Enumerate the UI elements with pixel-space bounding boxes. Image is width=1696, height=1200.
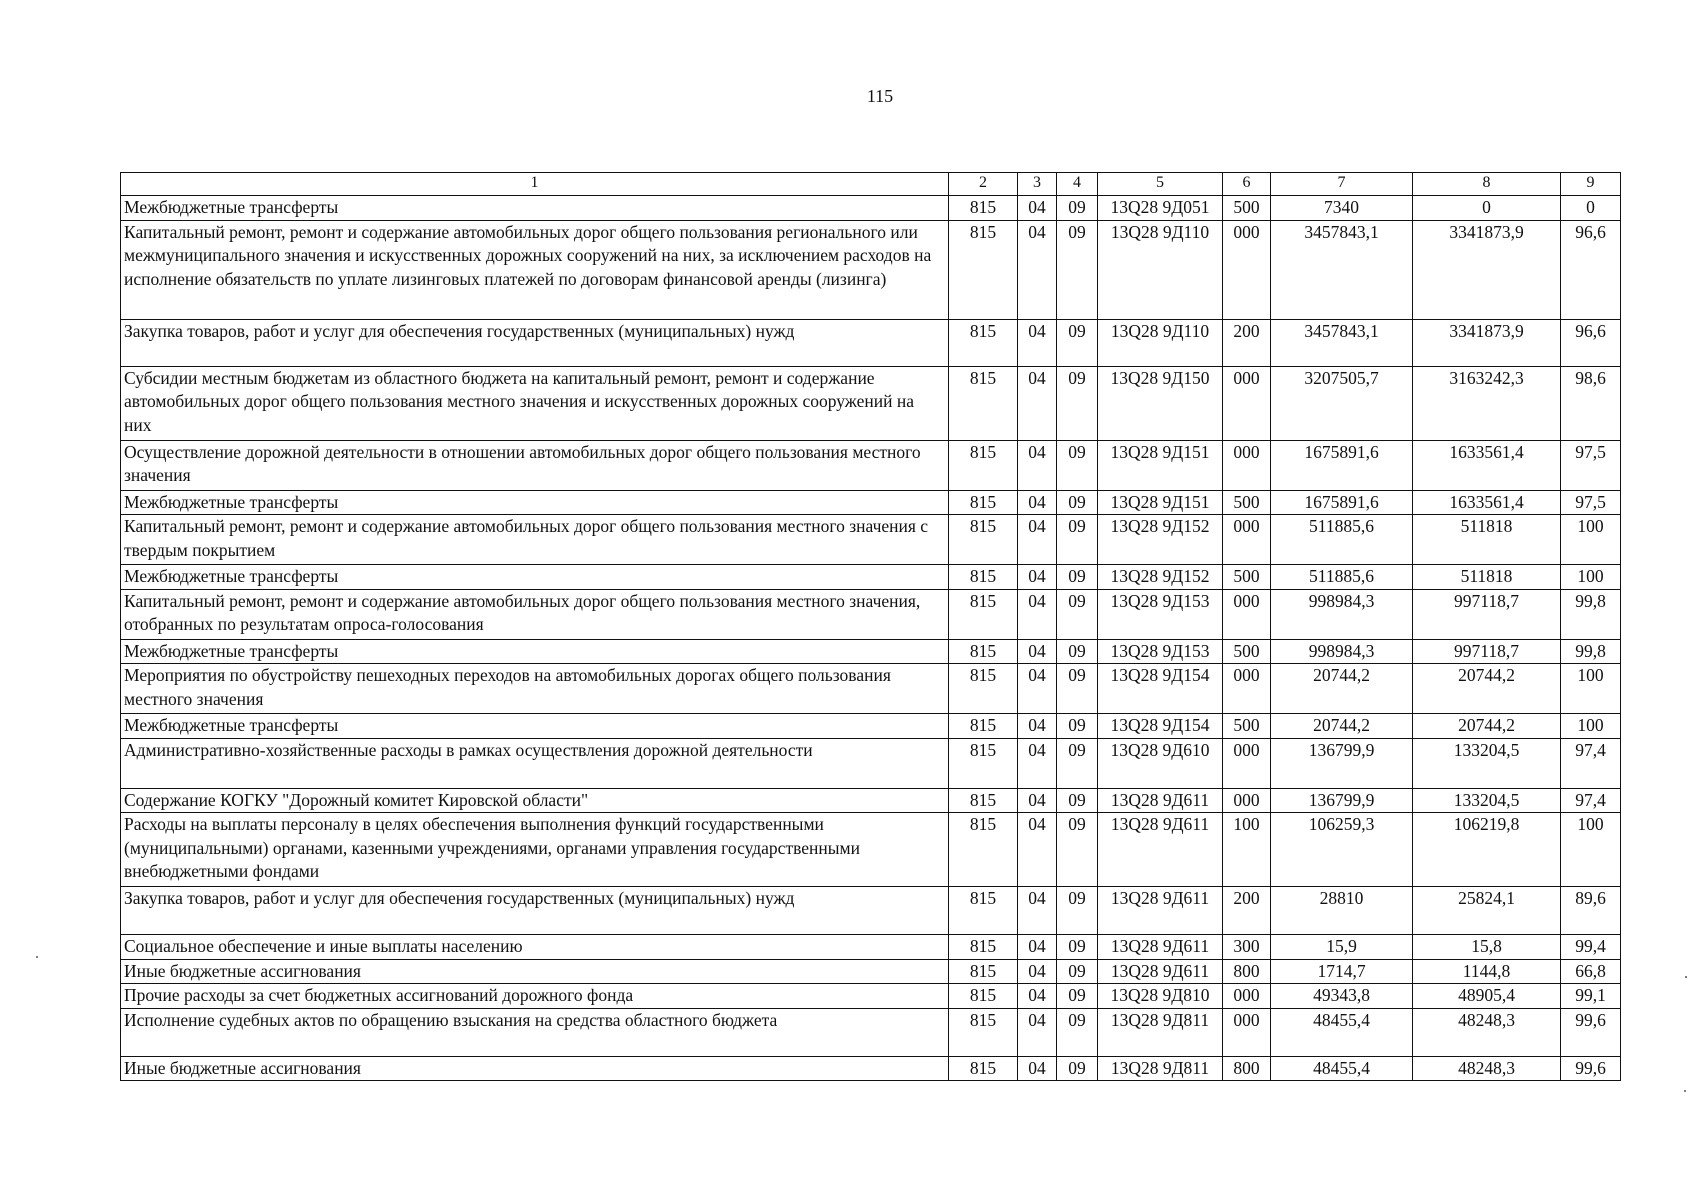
column-header: 2 [949,173,1018,196]
row-code-cell: 815 [949,589,1018,639]
row-target-cell: 13Q28 9Д150 [1098,366,1223,440]
row-actual-cell: 511818 [1413,515,1561,565]
budget-table [120,172,1621,1081]
table-row [121,440,1621,490]
row-percent-cell: 97,5 [1561,440,1621,490]
row-plan-cell: 3457843,1 [1271,220,1413,319]
column-header: 6 [1223,173,1271,196]
row-subsection-cell: 09 [1057,565,1098,590]
row-code-cell: 815 [949,490,1018,515]
row-actual-cell: 48905,4 [1413,984,1561,1009]
row-name-cell: Субсидии местным бюджетам из областного бюджета на капитальный ремонт, ремонт и содержание автомобильных дорог общего пользования местного значения и искусственных дорожных сооружений на них [121,366,949,440]
row-subsection-cell: 09 [1057,738,1098,788]
row-name-cell: Капитальный ремонт, ремонт и содержание автомобильных дорог общего пользования местного значения с твердым покрытием [121,515,949,565]
row-actual-cell: 48248,3 [1413,1008,1561,1056]
column-header: 9 [1561,173,1621,196]
row-target-cell: 13Q28 9Д151 [1098,440,1223,490]
row-section-cell: 04 [1018,1008,1057,1056]
row-plan-cell: 511885,6 [1271,565,1413,590]
page-number: 115 [866,86,894,106]
row-plan-cell: 20744,2 [1271,664,1413,714]
row-plan-cell: 15,9 [1271,935,1413,960]
row-name-cell: Содержание КОГКУ "Дорожный комитет Кировской области" [121,788,949,813]
row-actual-cell: 3341873,9 [1413,220,1561,319]
row-plan-cell: 136799,9 [1271,738,1413,788]
row-code-cell: 815 [949,515,1018,565]
row-percent-cell: 97,4 [1561,738,1621,788]
row-code-cell: 815 [949,565,1018,590]
row-subsection-cell: 09 [1057,490,1098,515]
row-name-cell: Межбюджетные трансферты [121,639,949,664]
row-actual-cell: 20744,2 [1413,664,1561,714]
row-type-cell: 500 [1223,714,1271,739]
row-type-cell: 500 [1223,639,1271,664]
row-code-cell: 815 [949,887,1018,935]
row-percent-cell: 96,6 [1561,220,1621,319]
table-row [121,515,1621,565]
row-type-cell: 000 [1223,738,1271,788]
row-target-cell: 13Q28 9Д153 [1098,639,1223,664]
row-name-cell: Межбюджетные трансферты [121,565,949,590]
row-section-cell: 04 [1018,565,1057,590]
row-section-cell: 04 [1018,813,1057,887]
row-name-cell: Социальное обеспечение и иные выплаты населению [121,935,949,960]
row-target-cell: 13Q28 9Д810 [1098,984,1223,1009]
table-row [121,959,1621,984]
table-row [121,639,1621,664]
column-header: 4 [1057,173,1098,196]
row-subsection-cell: 09 [1057,515,1098,565]
table-body [121,196,1621,1081]
row-actual-cell: 15,8 [1413,935,1561,960]
row-target-cell: 13Q28 9Д051 [1098,196,1223,221]
row-section-cell: 04 [1018,366,1057,440]
table-row [121,366,1621,440]
row-percent-cell: 97,5 [1561,490,1621,515]
row-section-cell: 04 [1018,319,1057,366]
row-actual-cell: 3163242,3 [1413,366,1561,440]
row-name-cell: Прочие расходы за счет бюджетных ассигнований дорожного фонда [121,984,949,1009]
row-target-cell: 13Q28 9Д610 [1098,738,1223,788]
row-name-cell: Осуществление дорожной деятельности в отношении автомобильных дорог общего пользования местного значения [121,440,949,490]
table-row [121,788,1621,813]
row-name-cell: Закупка товаров, работ и услуг для обеспечения государственных (муниципальных) нужд [121,887,949,935]
row-actual-cell: 48248,3 [1413,1056,1561,1081]
row-target-cell: 13Q28 9Д152 [1098,515,1223,565]
row-code-cell: 815 [949,664,1018,714]
row-actual-cell: 511818 [1413,565,1561,590]
row-plan-cell: 49343,8 [1271,984,1413,1009]
row-target-cell: 13Q28 9Д152 [1098,565,1223,590]
row-actual-cell: 1633561,4 [1413,490,1561,515]
row-actual-cell: 1633561,4 [1413,440,1561,490]
row-actual-cell: 0 [1413,196,1561,221]
row-actual-cell: 20744,2 [1413,714,1561,739]
table-row [121,887,1621,935]
row-percent-cell: 100 [1561,714,1621,739]
row-plan-cell: 1714,7 [1271,959,1413,984]
row-section-cell: 04 [1018,220,1057,319]
table-row [121,935,1621,960]
row-name-cell: Административно-хозяйственные расходы в рамках осуществления дорожной деятельности [121,738,949,788]
row-plan-cell: 998984,3 [1271,639,1413,664]
row-name-cell: Межбюджетные трансферты [121,714,949,739]
row-actual-cell: 997118,7 [1413,589,1561,639]
row-code-cell: 815 [949,935,1018,960]
row-subsection-cell: 09 [1057,440,1098,490]
table-row [121,738,1621,788]
row-target-cell: 13Q28 9Д811 [1098,1056,1223,1081]
row-percent-cell: 0 [1561,196,1621,221]
row-percent-cell: 96,6 [1561,319,1621,366]
row-section-cell: 04 [1018,196,1057,221]
table-row [121,565,1621,590]
row-section-cell: 04 [1018,664,1057,714]
table-row [121,196,1621,221]
row-plan-cell: 106259,3 [1271,813,1413,887]
column-header: 8 [1413,173,1561,196]
row-subsection-cell: 09 [1057,220,1098,319]
row-actual-cell: 133204,5 [1413,788,1561,813]
row-percent-cell: 99,8 [1561,639,1621,664]
row-percent-cell: 99,4 [1561,935,1621,960]
row-actual-cell: 25824,1 [1413,887,1561,935]
row-type-cell: 300 [1223,935,1271,960]
table-row [121,490,1621,515]
row-type-cell: 000 [1223,515,1271,565]
row-percent-cell: 100 [1561,664,1621,714]
table-row [121,984,1621,1009]
row-code-cell: 815 [949,738,1018,788]
table-row [121,220,1621,319]
row-subsection-cell: 09 [1057,664,1098,714]
row-percent-cell: 66,8 [1561,959,1621,984]
row-subsection-cell: 09 [1057,959,1098,984]
row-subsection-cell: 09 [1057,196,1098,221]
row-type-cell: 000 [1223,984,1271,1009]
row-name-cell: Расходы на выплаты персоналу в целях обеспечения выполнения функций государственными (муниципальными) органами, казенными учреждениями, органами управления государственными внебюджетными фондами [121,813,949,887]
row-section-cell: 04 [1018,639,1057,664]
row-target-cell: 13Q28 9Д110 [1098,220,1223,319]
row-type-cell: 500 [1223,565,1271,590]
table-row [121,1008,1621,1056]
row-actual-cell: 106219,8 [1413,813,1561,887]
row-code-cell: 815 [949,813,1018,887]
row-plan-cell: 136799,9 [1271,788,1413,813]
row-percent-cell: 100 [1561,515,1621,565]
row-percent-cell: 99,6 [1561,1056,1621,1081]
table-row [121,1056,1621,1081]
row-code-cell: 815 [949,639,1018,664]
column-header: 7 [1271,173,1413,196]
scan-speck [1685,976,1687,978]
row-name-cell: Иные бюджетные ассигнования [121,959,949,984]
row-subsection-cell: 09 [1057,984,1098,1009]
row-type-cell: 000 [1223,440,1271,490]
table-row [121,589,1621,639]
row-percent-cell: 99,6 [1561,1008,1621,1056]
row-type-cell: 000 [1223,220,1271,319]
row-code-cell: 815 [949,196,1018,221]
row-percent-cell: 100 [1561,813,1621,887]
row-type-cell: 000 [1223,1008,1271,1056]
row-percent-cell: 99,8 [1561,589,1621,639]
row-type-cell: 000 [1223,366,1271,440]
row-plan-cell: 48455,4 [1271,1056,1413,1081]
row-section-cell: 04 [1018,959,1057,984]
row-section-cell: 04 [1018,440,1057,490]
row-subsection-cell: 09 [1057,1008,1098,1056]
scan-speck [36,956,38,958]
row-type-cell: 200 [1223,319,1271,366]
row-code-cell: 815 [949,959,1018,984]
row-target-cell: 13Q28 9Д110 [1098,319,1223,366]
row-plan-cell: 1675891,6 [1271,490,1413,515]
row-code-cell: 815 [949,714,1018,739]
row-code-cell: 815 [949,220,1018,319]
row-plan-cell: 998984,3 [1271,589,1413,639]
row-target-cell: 13Q28 9Д811 [1098,1008,1223,1056]
row-target-cell: 13Q28 9Д151 [1098,490,1223,515]
row-name-cell: Межбюджетные трансферты [121,196,949,221]
row-code-cell: 815 [949,366,1018,440]
table-row [121,664,1621,714]
row-section-cell: 04 [1018,714,1057,739]
row-code-cell: 815 [949,1056,1018,1081]
row-name-cell: Межбюджетные трансферты [121,490,949,515]
row-subsection-cell: 09 [1057,639,1098,664]
row-percent-cell: 100 [1561,565,1621,590]
row-plan-cell: 48455,4 [1271,1008,1413,1056]
row-code-cell: 815 [949,319,1018,366]
row-percent-cell: 89,6 [1561,887,1621,935]
row-code-cell: 815 [949,440,1018,490]
row-name-cell: Мероприятия по обустройству пешеходных переходов на автомобильных дорогах общего пользования местного значения [121,664,949,714]
table-row [121,319,1621,366]
row-percent-cell: 97,4 [1561,788,1621,813]
row-actual-cell: 133204,5 [1413,738,1561,788]
row-code-cell: 815 [949,1008,1018,1056]
row-target-cell: 13Q28 9Д611 [1098,935,1223,960]
row-target-cell: 13Q28 9Д611 [1098,959,1223,984]
row-plan-cell: 20744,2 [1271,714,1413,739]
row-name-cell: Закупка товаров, работ и услуг для обеспечения государственных (муниципальных) нужд [121,319,949,366]
row-target-cell: 13Q28 9Д611 [1098,813,1223,887]
row-actual-cell: 3341873,9 [1413,319,1561,366]
column-header: 1 [121,173,949,196]
scan-speck [1684,1090,1686,1092]
row-subsection-cell: 09 [1057,1056,1098,1081]
row-name-cell: Капитальный ремонт, ремонт и содержание автомобильных дорог общего пользования местного значения, отобранных по результатам опроса-голосования [121,589,949,639]
row-subsection-cell: 09 [1057,589,1098,639]
row-type-cell: 500 [1223,196,1271,221]
row-target-cell: 13Q28 9Д154 [1098,714,1223,739]
column-header: 5 [1098,173,1223,196]
row-subsection-cell: 09 [1057,935,1098,960]
row-subsection-cell: 09 [1057,319,1098,366]
row-target-cell: 13Q28 9Д153 [1098,589,1223,639]
column-header: 3 [1018,173,1057,196]
row-plan-cell: 3457843,1 [1271,319,1413,366]
row-target-cell: 13Q28 9Д611 [1098,887,1223,935]
row-type-cell: 800 [1223,959,1271,984]
row-actual-cell: 1144,8 [1413,959,1561,984]
row-code-cell: 815 [949,788,1018,813]
row-subsection-cell: 09 [1057,788,1098,813]
row-section-cell: 04 [1018,788,1057,813]
row-section-cell: 04 [1018,738,1057,788]
row-target-cell: 13Q28 9Д611 [1098,788,1223,813]
row-type-cell: 000 [1223,589,1271,639]
row-section-cell: 04 [1018,935,1057,960]
row-name-cell: Иные бюджетные ассигнования [121,1056,949,1081]
row-target-cell: 13Q28 9Д154 [1098,664,1223,714]
row-subsection-cell: 09 [1057,887,1098,935]
row-actual-cell: 997118,7 [1413,639,1561,664]
row-plan-cell: 511885,6 [1271,515,1413,565]
row-section-cell: 04 [1018,589,1057,639]
row-percent-cell: 98,6 [1561,366,1621,440]
table-row [121,813,1621,887]
row-type-cell: 000 [1223,664,1271,714]
row-percent-cell: 99,1 [1561,984,1621,1009]
row-type-cell: 200 [1223,887,1271,935]
row-subsection-cell: 09 [1057,813,1098,887]
table-row [121,714,1621,739]
row-section-cell: 04 [1018,984,1057,1009]
row-type-cell: 500 [1223,490,1271,515]
row-plan-cell: 7340 [1271,196,1413,221]
row-type-cell: 100 [1223,813,1271,887]
row-section-cell: 04 [1018,515,1057,565]
row-plan-cell: 3207505,7 [1271,366,1413,440]
row-type-cell: 000 [1223,788,1271,813]
row-section-cell: 04 [1018,1056,1057,1081]
row-subsection-cell: 09 [1057,714,1098,739]
row-name-cell: Капитальный ремонт, ремонт и содержание автомобильных дорог общего пользования регионального или межмуниципального значения и искусственных дорожных сооружений на них, за исключением расходов на исполнение обязательств по уплате лизинговых платежей по договорам финансовой аренды (лизинга) [121,220,949,319]
header-row [121,173,1621,196]
row-subsection-cell: 09 [1057,366,1098,440]
row-section-cell: 04 [1018,887,1057,935]
row-plan-cell: 1675891,6 [1271,440,1413,490]
row-name-cell: Исполнение судебных актов по обращению взыскания на средства областного бюджета [121,1008,949,1056]
row-section-cell: 04 [1018,490,1057,515]
row-type-cell: 800 [1223,1056,1271,1081]
row-code-cell: 815 [949,984,1018,1009]
row-plan-cell: 28810 [1271,887,1413,935]
